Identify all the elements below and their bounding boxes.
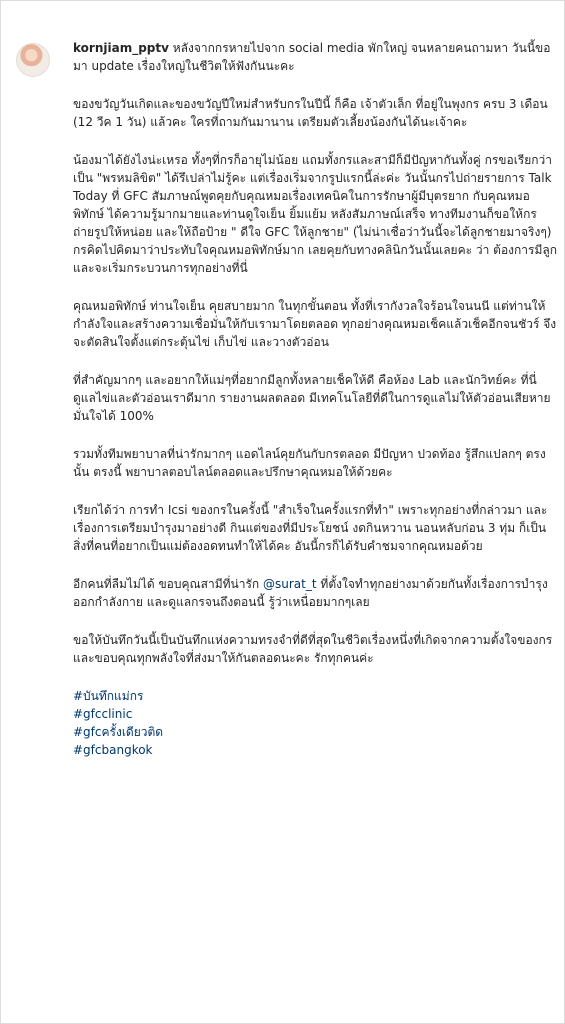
thanks-before: อีกคนที่ลืมไม่ได้ ขอบคุณสามีที่น่ารัก: [73, 577, 260, 591]
hashtag-link[interactable]: #บันทึกแม่กร: [73, 689, 144, 703]
caption-paragraph: น้องมาได้ยังไงน่ะเหรอ ทั้งๆที่กรก็อายุไม่น้อย แถมทั้งกรและสามีก็มีปัญหากันทั้งคู่ กรขอเรียกว่าเป็น "พรหมลิขิต" ได้รึเปล่าไม่รู้คะ แต่เรื่องเริ่มจากรูปแรกนี้ล่ะค่ะ วันนั้นกรไปถ่ายรายการ Talk Today ที่ GFC สัมภาษณ์พูดคุยกับคุณหมอเรื่องเทคนิคในการรักษาผู้มีบุตรยาก กับคุณหมอพิทักษ์ ได้ความรู้มากมายและท่านดูใจเย็น ยิ้มแย้ม หลังสัมภาษณ์เสร็จ ทางทีมงานก็ขอให้กรถ่ายรูปให้หน่อย และให้ถือป้าย " ดีใจ GFC ให้ลูกชาย" (ไม่น่าเชื่อว่าวันนี้จะได้ลูกชายมาจริงๆ) กรคิดไปคิดมาว่าประทับใจคุณหมอพิทักษ์มาก เลยคุยกับทางคลินิกวันนั้นเลยคะ ว่า ต้องการมีลูก และจะเริ่มกระบวนการทุกอย่างที่นี่: [73, 153, 558, 275]
caption-paragraph: ของขวัญวันเกิดและของขวัญปีใหม่สำหรับกรในปีนี้ ก็คือ เจ้าตัวเล็ก ที่อยู่ในพุงกร ครบ 3 เดือน (12 วีค 1 วัน) แล้วคะ ใครที่ถามกันมานาน เตรียมตัวเลี้ยงน้องกันได้นะเจ้าคะ: [73, 97, 548, 129]
hashtag-list: [73, 687, 557, 759]
hashtag-link[interactable]: #gfcbangkok: [73, 743, 153, 757]
mention-link[interactable]: @surat_t: [263, 577, 317, 591]
caption-comment: [1, 1, 564, 1023]
hashtag-link[interactable]: #gfcครั้งเดียวติด: [73, 725, 164, 739]
caption-paragraph: รวมทั้งทีมพยาบาลที่น่ารักมากๆ แอดไลน์คุยกันกับกรตลอด มีปัญหา ปวดท้อง รู้สึกแปลกๆ ตรงนั้น ตรงนี้ พยาบาลตอบไลน์ตลอดและปรึกษาคุณหมอให้ด้วยคะ: [73, 447, 546, 479]
avatar[interactable]: [16, 43, 50, 77]
caption-intro: [73, 39, 557, 75]
intro-text: หลังจากกรหายไปจาก social media พักใหญ่ จนหลายคนถามหา วันนี้ขอมา update เรื่องใหญ่ในชีวิตให้ฟังกันนะคะ: [73, 41, 551, 73]
caption-paragraph: เรียกได้ว่า การทำ Icsi ของกรในครั้งนี้ "สำเร็จในครั้งแรกที่ทำ" เพราะทุกอย่างที่กล่าวมา และเรื่องการเตรียมบำรุงมาอย่างดี กินแต่ของที่มีประโยชน์ งดกินหวาน นอนหลับก่อน 3 ทุ่ม ก็เป็นสิ่งที่คนที่อยากเป็นแม่ต้องอดทนทำให้ได้คะ อันนี้กรก็ได้รับคำชมจากคุณหมอด้วย: [73, 503, 548, 553]
caption-paragraph: ขอให้บันทึกวันนี้เป็นบันทึกแห่งความทรงจำที่ดีที่สุดในชีวิตเรื่องหนึ่งที่เกิดจากความตั้งใจของกร และขอบคุณทุกพลังใจที่ส่งมาให้กันตลอดนะคะ รักทุกคนค่ะ: [73, 633, 553, 665]
username-link[interactable]: kornjiam_pptv: [73, 41, 169, 55]
caption-paragraph: คุณหมอพิทักษ์ ท่านใจเย็น คุยสบายมาก ในทุกขั้นตอน ทั้งที่เรากังวลใจร้อนใจนนนี แต่ท่านให้กำลังใจและสร้างความเชื่อมั่นให้กับเรามาโดยตลอด ทุกอย่างคุณหมอเช็คแล้วเช็คอีกจนชัวร์ จึงจะตัดสินใจตั้งแต่กระตุ้นไข่ เก็บไข่ และวางตัวอ่อน: [73, 299, 557, 349]
caption-text: [73, 39, 557, 759]
caption-paragraph: ที่สำคัญมากๆ และอยากให้แม่ๆที่อยากมีลูกทั้งหลายเช็คให้ดี คือห้อง Lab และนักวิทย์คะ ที่นี่ดูแลไข่และตัวอ่อนเราดีมาก รายงานผลตลอด มีเทคโนโลยีที่ดีในการดูแลไม่ให้ตัวอ่อนเสียหาย มั่นใจได้ 100%: [73, 373, 551, 423]
bottom-fade: [1, 1011, 564, 1023]
hashtag-link[interactable]: #gfcclinic: [73, 707, 133, 721]
thanks-after: ที่ตั้งใจทำทุกอย่างมาด้วยกันทั้งเรื่องการบำรุง ออกกำลังกาย และดูแลกรจนถึงตอนนี้ รู้ว่าเหนื่อยมากๆเลย: [73, 577, 548, 609]
caption-thanks: [73, 575, 557, 611]
